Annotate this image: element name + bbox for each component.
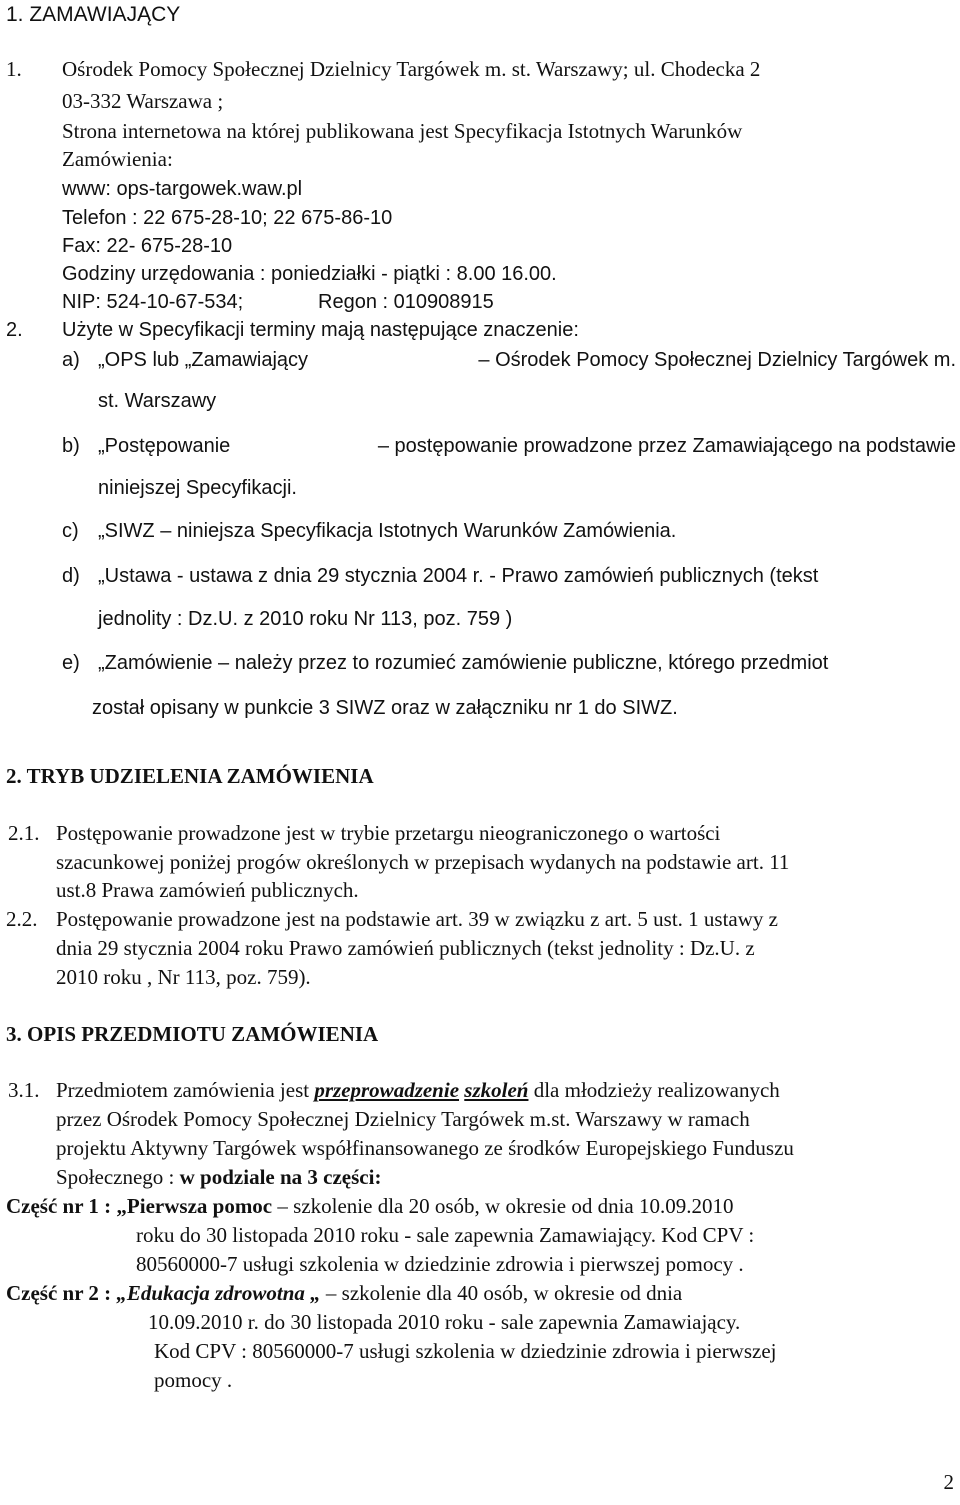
list-number: 1. [6, 57, 22, 81]
section-1-heading: 1. ZAMAWIAJĄCY [6, 3, 181, 26]
definition-text: – Ośrodek Pomocy Społecznej Dzielnicy Targówek m. [478, 349, 956, 371]
part-1-continuation: 80560000-7 usługi szkolenia w dziedzinie zdrowia i pierwszej pomocy . [136, 1252, 744, 1276]
paragraph-line: przez Ośrodek Pomocy Społecznej Dzielnicy Targówek m.st. Warszawy w ramach [56, 1107, 750, 1131]
part-2-continuation: pomocy . [154, 1368, 233, 1392]
definition-c: „SIWZ – niniejsza Specyfikacja Istotnych Warunków Zamówienia. [98, 520, 677, 542]
office-hours-line: Godziny urzędowania : poniedziałki - piątki : 8.00 16.00. [62, 263, 557, 285]
bold-text: w podziale na 3 części: [179, 1165, 382, 1189]
paragraph-number: 2.2. [6, 907, 38, 931]
phone-line: Telefon : 22 675-28-10; 22 675-86-10 [62, 207, 393, 229]
part-label: Część nr 1 : [6, 1194, 112, 1218]
text-run: Przedmiotem zamówienia jest [56, 1078, 310, 1102]
nip-number: NIP: 524-10-67-534; [62, 291, 244, 313]
website-line: Strona internetowa na której publikowana jest Specyfikacja Istotnych Warunków [62, 119, 743, 143]
paragraph-line: Postępowanie prowadzone jest na podstawie art. 39 w związku z art. 5 ust. 1 ustawy z [56, 907, 778, 931]
list-label: e) [62, 652, 80, 674]
part-1-continuation: roku do 30 listopada 2010 roku - sale zapewnia Zamawiający. Kod CPV : [136, 1223, 755, 1247]
part-2-line [6, 1280, 682, 1306]
definition-d-continuation: jednolity : Dz.U. z 2010 roku Nr 113, poz. 759 ) [98, 608, 513, 630]
page-number: 2 [943, 1470, 954, 1494]
definition-term: „Postępowanie [98, 435, 231, 457]
part-2-continuation: Kod CPV : 80560000-7 usługi szkolenia w dziedzinie zdrowia i pierwszej [154, 1339, 777, 1363]
part-description: – szkolenie dla 40 osób, w okresie od dnia [325, 1281, 683, 1305]
definition-a [98, 347, 956, 373]
list-label: d) [62, 565, 80, 587]
part-1-line [6, 1193, 733, 1219]
terms-intro: Użyte w Specyfikacji terminy mają następujące znaczenie: [62, 319, 579, 341]
definition-b-continuation: niniejszej Specyfikacji. [98, 477, 297, 499]
address-line: 03-332 Warszawa ; [62, 89, 224, 113]
paragraph-line: projektu Aktywny Targówek współfinansowanego ze środków Europejskiego Funduszu [56, 1136, 794, 1160]
list-label: a) [62, 349, 80, 371]
definition-e: „Zamówienie – należy przez to rozumieć zamówienie publiczne, którego przedmiot [98, 652, 829, 674]
definition-a-continuation: st. Warszawy [98, 390, 217, 412]
list-label: c) [62, 520, 79, 542]
paragraph-line: dnia 29 stycznia 2004 roku Prawo zamówień publicznych (tekst jednolity : Dz.U. z [56, 936, 755, 960]
paragraph-number: 2.1. [8, 821, 40, 845]
paragraph-line [56, 1077, 780, 1103]
part-description: – szkolenie dla 20 osób, w okresie od dnia 10.09.2010 [277, 1194, 734, 1218]
org-line: Ośrodek Pomocy Społecznej Dzielnicy Targówek m. st. Warszawy; ul. Chodecka 2 [62, 57, 761, 81]
part-title: „Pierwsza pomoc [116, 1194, 273, 1218]
website-address: www: ops-targowek.waw.pl [62, 178, 303, 200]
list-label: b) [62, 435, 80, 457]
definition-b [98, 433, 956, 459]
regon-number: Regon : 010908915 [318, 291, 494, 313]
definition-e-continuation: został opisany w punkcie 3 SIWZ oraz w załączniku nr 1 do SIWZ. [92, 697, 678, 719]
paragraph-number: 3.1. [8, 1078, 40, 1102]
paragraph-line: ust.8 Prawa zamówień publicznych. [56, 878, 359, 902]
emphasis-underlined: szkoleń [464, 1078, 529, 1102]
paragraph-line: Postępowanie prowadzone jest w trybie przetargu nieograniczonego o wartości [56, 821, 721, 845]
text-run: Społecznego : [56, 1165, 175, 1189]
emphasis-underlined: przeprowadzenie [314, 1078, 460, 1102]
definition-d: „Ustawa - ustawa z dnia 29 stycznia 2004 r. - Prawo zamówień publicznych (tekst [98, 565, 819, 587]
part-2-continuation: 10.09.2010 r. do 30 listopada 2010 roku - sale zapewnia Zamawiający. [148, 1310, 741, 1334]
definition-term: „OPS lub „Zamawiający [98, 349, 309, 371]
paragraph-line: 2010 roku , Nr 113, poz. 759). [56, 965, 311, 989]
section-2-heading: 2. TRYB UDZIELENIA ZAMÓWIENIA [6, 764, 374, 788]
text-run: dla młodzieży realizowanych [533, 1078, 780, 1102]
paragraph-line [56, 1164, 381, 1190]
section-3-heading: 3. OPIS PRZEDMIOTU ZAMÓWIENIA [6, 1022, 379, 1046]
website-line-2: Zamówienia: [62, 147, 173, 171]
part-label: Część nr 2 : [6, 1281, 112, 1305]
part-title: „Edukacja zdrowotna „ [116, 1281, 321, 1305]
paragraph-line: szacunkowej poniżej progów określonych w przepisach wydanych na podstawie art. 11 [56, 850, 790, 874]
definition-text: – postępowanie prowadzone przez Zamawiającego na podstawie [377, 435, 956, 457]
list-number: 2. [6, 319, 23, 341]
fax-line: Fax: 22- 675-28-10 [62, 235, 233, 257]
